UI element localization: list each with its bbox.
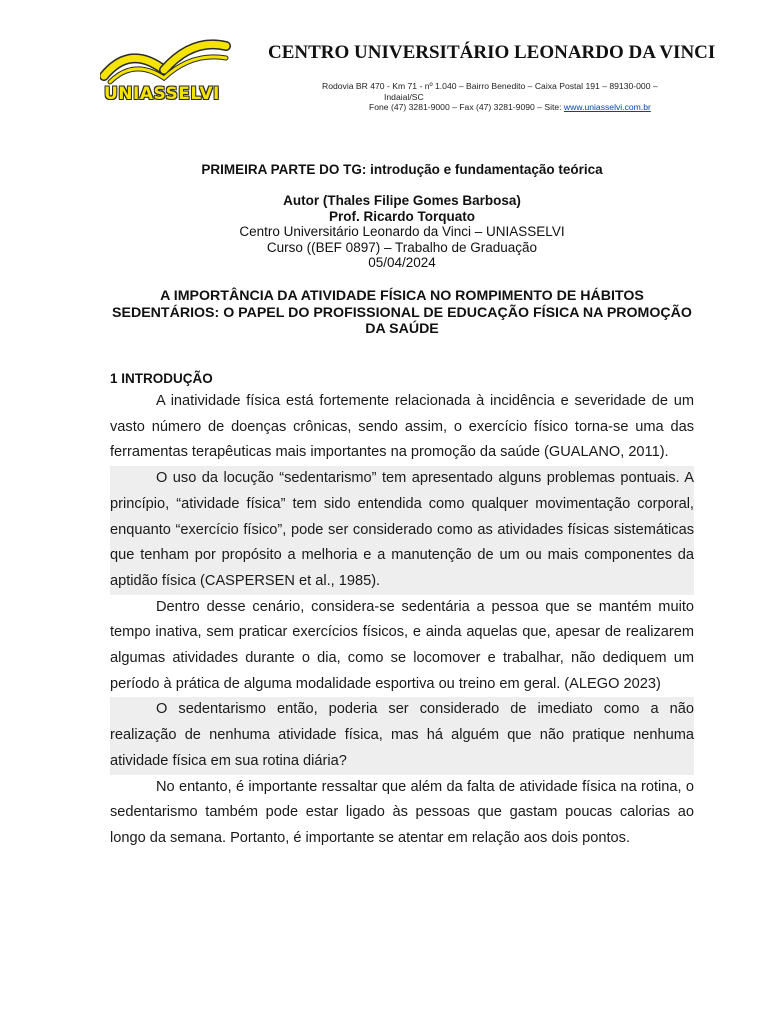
author-name: Autor (Thales Filipe Gomes Barbosa) xyxy=(283,193,521,208)
paragraph: O uso da locução “sedentarismo” tem apresentado alguns problemas pontuais. A princípio, “atividade física” tem sido entendida como qualquer movimentação corporal, enquanto “exercício físico”, pode ser considerado como as atividades físicas sistemáticas que tenham por propósito a melhoria e a manutenção de um ou mais componentes da aptidão física (CASPERSEN et al., 1985). xyxy=(110,466,694,595)
book-arcs-icon xyxy=(100,36,232,88)
address-line-1: Rodovia BR 470 - Km 71 - nº 1.040 – Bairro Benedito – Caixa Postal 191 – 89130-000 – xyxy=(322,81,658,91)
course-line: Curso ((BEF 0897) – Trabalho de Graduação xyxy=(266,239,538,255)
logo-text: UNIASSELVI xyxy=(104,84,220,104)
contact-text: Fone (47) 3281-9000 – Fax (47) 3281-9090 – Site: xyxy=(369,102,564,112)
site-link[interactable]: www.uniasselvi.com.br xyxy=(563,102,651,112)
uniasselvi-logo xyxy=(100,36,232,110)
institution-line: Centro Universitário Leonardo da Vinci – UNIASSELVI xyxy=(239,224,565,239)
document-title: A IMPORTÂNCIA DA ATIVIDADE FÍSICA NO ROMPIMENTO DE HÁBITOS SEDENTÁRIOS: O PAPEL DO PROFISSIONAL DE EDUCAÇÃO FÍSICA NA PROMOÇÃO DA SAÚDE xyxy=(112,288,692,337)
section-heading: 1 INTRODUÇÃO xyxy=(110,371,213,386)
paragraph: A inatividade física está fortemente relacionada à incidência e severidade de um vasto número de doenças crônicas, sendo assim, o exercício físico torna-se uma das ferramentas terapêuticas mais importantes na promoção da saúde (GUALANO, 2011). xyxy=(110,393,694,461)
paragraph: No entanto, é importante ressaltar que além da falta de atividade física na rotina, o sedentarismo também pode estar ligado às pessoas que gastam poucas calorias ao longo da semana. Portanto, é importante se atentar em relação aos dois pontos. xyxy=(110,778,694,846)
part-heading: PRIMEIRA PARTE DO TG: introdução e fundamentação teórica xyxy=(201,162,603,177)
section-body xyxy=(110,389,694,852)
institution-name: CENTRO UNIVERSITÁRIO LEONARDO DA VINCI xyxy=(268,42,716,63)
address-line-2: Indaial/SC xyxy=(384,92,424,102)
document-header xyxy=(0,0,768,120)
address-line-3 xyxy=(369,102,651,112)
professor-name: Prof. Ricardo Torquato xyxy=(328,208,475,224)
author-block xyxy=(110,193,694,271)
paragraph: Dentro desse cenário, considera-se sedentária a pessoa que se mantém muito tempo inativa, sem praticar exercícios físicos, e ainda aquelas que, apesar de realizarem algumas atividades durante o dia, como se locomover e trabalhar, não dediquem um período à prática de alguma modalidade esportiva ou treino em geral. (ALEGO 2023) xyxy=(110,598,694,692)
date-line: 05/04/2024 xyxy=(368,255,436,270)
paragraph: O sedentarismo então, poderia ser considerado de imediato como a não realização de nenhuma atividade física, mas há alguém que não pratique nenhuma atividade física em sua rotina diária? xyxy=(110,697,694,774)
